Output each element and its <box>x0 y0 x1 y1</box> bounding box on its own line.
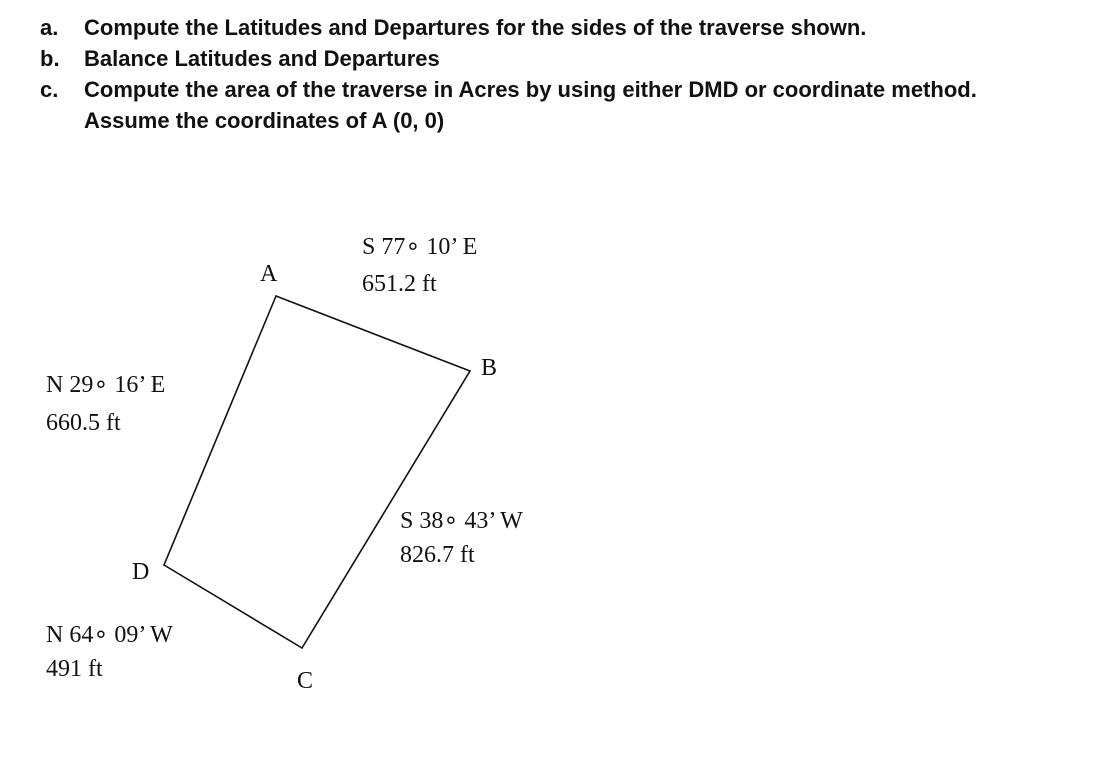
bearing-cd: N 64∘ 09’ W <box>46 622 173 648</box>
question-text: Compute the Latitudes and Departures for the sides of the traverse shown. <box>84 15 867 40</box>
point-label-a: A <box>260 261 278 287</box>
bearing-ab: S 77∘ 10’ E <box>362 234 478 260</box>
question-text: Balance Latitudes and Departures <box>84 46 440 71</box>
side-da <box>164 296 276 565</box>
length-bc: 826.7 ft <box>400 542 475 568</box>
bearing-da: N 29∘ 16’ E <box>46 372 166 398</box>
side-ab <box>276 296 470 371</box>
question-letter: a. <box>40 15 59 40</box>
point-label-c: C <box>297 668 314 694</box>
question-letter: c. <box>40 77 59 102</box>
length-da: 660.5 ft <box>46 410 121 436</box>
side-cd <box>164 565 302 648</box>
point-label-d: D <box>132 559 150 585</box>
bearing-bc: S 38∘ 43’ W <box>400 508 523 534</box>
length-cd: 491 ft <box>46 656 103 682</box>
traverse-sides <box>164 296 470 648</box>
question-text: Compute the area of the traverse in Acres by using either DMD or coordinate method. Assume the coordinates of A (0, 0) <box>84 77 977 133</box>
length-ab: 651.2 ft <box>362 271 437 297</box>
question-letter: b. <box>40 46 60 71</box>
point-label-b: B <box>481 355 498 381</box>
